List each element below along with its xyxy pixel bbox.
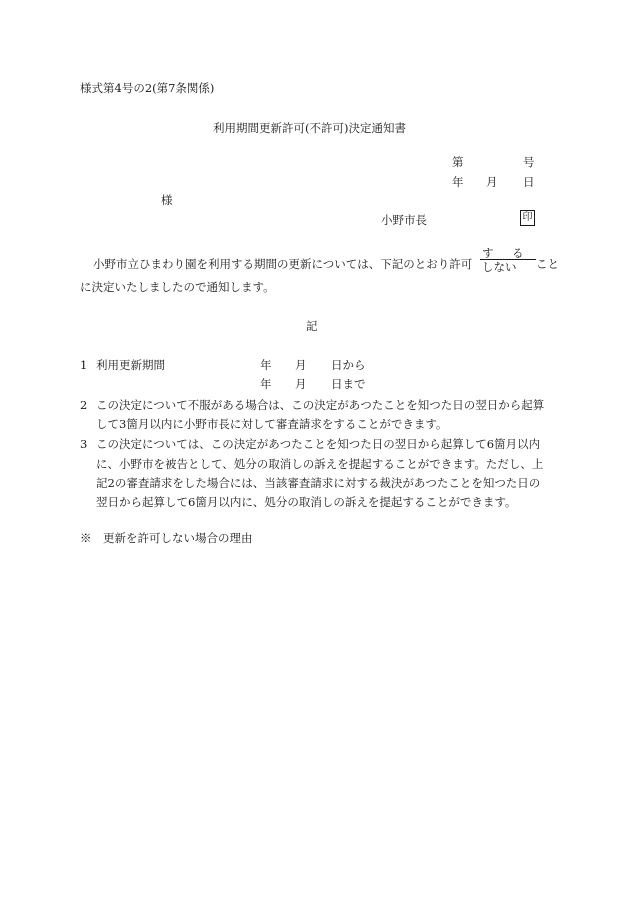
refusal-reason-note: ※ 更新を許可しない場合の理由 <box>80 531 253 545</box>
item3-line2: に、小野市を被告として、処分の取消しの訴えを提起することができます。ただし、上 <box>96 457 544 471</box>
date-year-label: 年 <box>452 175 464 189</box>
item3-number: 3 <box>80 437 88 451</box>
item1-start-month: 月 <box>295 358 307 372</box>
option-suru-part2: る <box>512 246 524 260</box>
document-title: 利用期間更新許可(不許可)決定通知書 <box>213 121 406 135</box>
option-suru <box>482 246 524 260</box>
item2-line2: して3箇月以内に小野市長に対して審査請求をすることができます。 <box>96 417 448 431</box>
item1-end-month: 月 <box>295 377 307 391</box>
number-suffix-label: 号 <box>523 155 535 169</box>
body-text-line2: に決定いたしましたので通知します。 <box>80 280 275 294</box>
item2-number: 2 <box>80 398 88 412</box>
item1-label: 利用更新期間 <box>96 358 165 372</box>
ki-heading: 記 <box>306 319 318 333</box>
item3-line3: 記2の審査請求をした場合には、当該審査請求に対する裁決があつたことを知つた日の <box>96 476 541 490</box>
item1-start-year: 年 <box>260 358 272 372</box>
item1-start-day: 日から <box>331 358 366 372</box>
seal-mark: 印 <box>520 210 535 226</box>
option-shinai: しない <box>482 260 517 274</box>
number-prefix-label: 第 <box>452 155 464 169</box>
item1-number: 1 <box>80 358 88 372</box>
issuer-name: 小野市長 <box>381 213 427 227</box>
item3-line1: この決定については、この決定があつたことを知つた日の翌日から起算して6箇月以内 <box>96 437 541 451</box>
form-number: 様式第4号の2(第7条関係) <box>80 81 215 95</box>
item2-line1: この決定について不服がある場合は、この決定があつたことを知つた日の翌日から起算 <box>96 398 545 412</box>
date-month-label: 月 <box>486 175 498 189</box>
option-suru-part1: す <box>482 246 494 260</box>
addressee-honorific: 様 <box>161 193 173 207</box>
body-text-line1-end: こと <box>536 257 559 271</box>
body-text-line1: 小野市立ひまわり園を利用する期間の更新については、下記のとおり許可 <box>93 257 473 271</box>
item3-line4: 翌日から起算して6箇月以内に、処分の取消しの訴えを提起することができます。 <box>96 495 517 509</box>
item1-end-year: 年 <box>260 377 272 391</box>
item1-end-day: 日まで <box>331 377 366 391</box>
date-day-label: 日 <box>523 175 535 189</box>
